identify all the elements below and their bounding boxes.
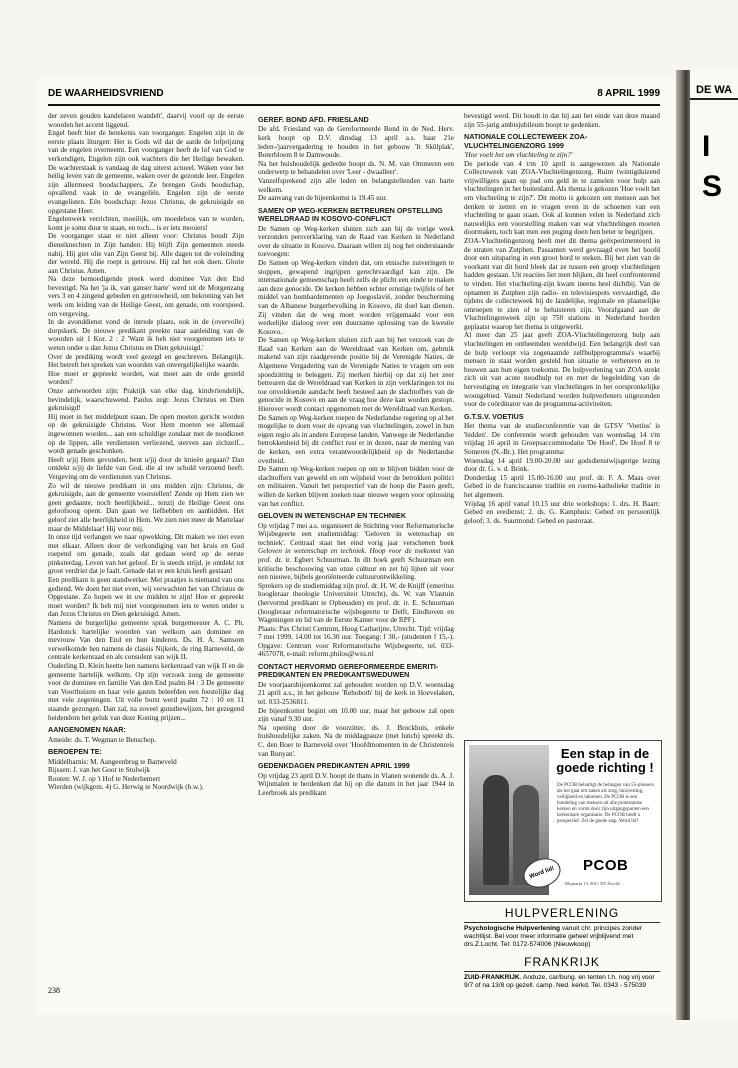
pcob-advertisement	[464, 740, 662, 902]
heading-samen-op-weg: SAMEN OP WEG-KERKEN BETREUREN OPSTELLING WERELDRAAD IN KOSOVO-CONFLICT	[258, 205, 443, 224]
gedenkdagen-text: Op vrijdag 23 april D.V. hoopt de thans in Vianen wonende ds. A. J. Wijnmalen te herdenken dat hij op die datum in het jaar 1944 in Leerbroek als predikant	[258, 771, 456, 797]
zoa-text: De periode van 4 t/m 10 april is aangewezen als Nationale Collecteweek van ZOA-Vluchtelingenzorg. Ruim twintigduizend vrijwilligers gaan op pad om geld in te zamelen voor hulp aan vluchtelingen in het buitenland. Als thema is gekozen 'Hoe voelt het om vluchteling te zijn?'. Dit motto is gekozen om mensen aan het denken te zetten en te vragen even in de schoenen van een vluchteling te gaan staan. Ook al kunnen velen in Nederland zich nauwelijks een voorstelling maken van wat vluchtelingen moeten doormaken, toch kan men een poging doen hen beter te begrijpen. ZOA-Vluchtelingenzorg heeft met dit thema geëxperimenteerd in de straten van Zutphen. Passanten werd gevraagd even het hoofd door een uitsparing in een groot bord te steken. Bij het zien van de voorkant van dit bord bleek dat ze tussen een groep vluchtelingen hadden gestaan. Uit reacties liet men blijken, dit heel confronterend te vinden. Het vluchteling-zijn kwam ineens heel dichtbij. Van de opnamen in Zutphen zijn radio- en televisiespots vervaardigd, die tijdens de collecteweek bij de landelijke, regionale en plaatselijke omroepen te zien of te beluisteren zijn. Voorafgaand aan de Vluchtelingenweek zijn op 750 stations in Nederland borden geplaatst waarop het thema is uitgewerkt. Al meer dan 25 jaar geeft ZOA-Vluchtelingenzorg hulp aan vluchtelingen en ontheemden wereldwijd. Een belangrijk deel van de hulp verloopt via zogenaamde zelfhulpprogramma's waarbij mensen in staat worden gesteld hun situatie te verbeteren en te bouwen aan hun eigen toekomst. De hulpverlening van ZOA strekt zich uit van acute noodhulp tot en met de begeleiding van de hervestiging en integratie van vluchtelingen in het oorspronkelijke woongebied. Vanuit Nederland worden hulpverleners uitgezonden voor de coördinator van de programma-activiteiten.	[464, 159, 660, 409]
adjacent-page	[690, 70, 738, 1020]
header-rule	[48, 104, 660, 106]
heading-gedenkdagen: GEDENKDAGEN PREDIKANTEN APRIL 1999	[258, 761, 410, 771]
heading-voetius: G.T.S.V. VOETIUS	[464, 411, 524, 421]
hulpverlening-title: HULPVERLENING	[504, 906, 620, 920]
gedenkdagen-continued: bevestigd werd. Dit houdt in dat hij aan het einde van deze maand zijn 55-jarig ambtsjubileum hoopt te gedenken.	[464, 112, 662, 129]
page-number: 238	[48, 986, 60, 995]
hulpverlening-text: Psychologische Hulpverlening vanuit chr. principes zonder wachtlijst. Bel voor meer informatie geheel vrijblijvend met drs.Z.Locht. Tel: 0172-574006 (Nieuwkoop)	[464, 925, 643, 948]
geref-bond-text: De afd. Friesland van de Gereformeerde Bond in de Ned. Herv. kerk hoopt op D.V. dinsdag 13 april a.s. haar 21e leden-/jaarvergadering te houden in het gebouw 'It Skûlplak', Boterbloem 8 te Damwoude. Na het huishoudelijk gedeelte hoopt ds. N. M. van Ommeren een onderwerp te behandelen over 'Leer - dwaalleer'. Vanzelfsprekend zijn alle leden en belangstellenden van harte welkom. De aanvang van de bijeenkomst is 19.45 uur.	[258, 125, 454, 203]
column-2	[258, 112, 454, 797]
column-1	[48, 112, 244, 792]
geloven-text: Op vrijdag 7 mei a.s. organiseert de Stichting voor Reformatorische Wijsbegeerte een studiemiddag: 'Geloven in wetenschap en techniek'. Centraal staat het eind vorig jaar verschenen boek Geloven in wetenschap en techniek. Hoop voor de toekomst van prof. dr. ir. Egbert Schuurman. In dit boek geeft Schuurman een kritische beschouwing van onze cultuur en zet hij lijnen uit voor een nieuwe, bijbels georiënteerde cultuurontwikkeling. Sprekers op de studiemiddag zijn prof. dr. H. W. de Knijff (emeritus hoogleraar theologie Universiteit Utrecht), ds. W. van Vlastuin (hervormd predikant te Opheusden) en prof. dr. ir. E. Schuurman (hoogleraar reformatorische wijsbegeerte te Delft, Eindhoven en Wageningen en lid van de Eerste Kamer voor de RPF). Plaats: Pax Christi Centrum, Hoog Catharijne, Utrecht. Tijd: vrijdag 7 mei 1999, 14.00 tot 16.30 uur. Toegang: f 30,- (studenten f 15,-). Opgave: Centrum voor Reformatorische Wijsbegeerte, tel. 033-4657078, e-mail: reform.philos@wxs.nl	[258, 521, 456, 659]
pcob-logo: PCOB	[583, 857, 629, 874]
column-3	[464, 112, 660, 525]
ad-address: Blijmarkt 13, 8011 NE Zwolle	[565, 881, 620, 886]
page-header	[48, 88, 660, 104]
frankrijk-title: FRANKRIJK	[524, 955, 600, 969]
heading-geref-bond: GEREF. BOND AFD. FRIESLAND	[258, 115, 369, 124]
frankrijk-text: ZUID-FRANKRIJK. Anduze, car/bung. en tenten t.h. nog vrij voor 9/7 of na 13/8 op gezell. camp. Ned. kerkd. Tel. 0343 - 575039	[464, 974, 655, 989]
publication-title: DE WAARHEIDSVRIEND	[48, 88, 164, 99]
adjacent-header-rule	[690, 98, 738, 100]
heading-contact-emeriti: CONTACT HERVORMD GEREFORMEERDE EMERITI-PREDIKANTEN EN PREDIKANTSWEDUWEN	[258, 662, 439, 680]
heading-geloven: GELOVEN IN WETENSCHAP EN TECHNIEK	[258, 511, 407, 521]
zoa-subtitle: 'Hoe voelt het om vluchteling te zijn?'	[464, 151, 573, 159]
heading-beroepen: BEROEPEN TE:	[48, 747, 102, 757]
issue-date: 8 APRIL 1999	[597, 88, 660, 99]
hulpverlening-rule	[464, 922, 660, 923]
ad-person	[483, 775, 509, 885]
ad-title: Een stap in de goede richting !	[556, 746, 654, 775]
voetius-text: Het thema van de studieconferentie van de GTSV 'Voetius' is 'bidden'. De conferentie wordt gehouden van woensdag 14 t/m vrijdag 16 april in Groepsaccommodatie 'De Hoof', De Hoof 8 te Someren (N.-Br.). Het programma: Woensdag 14 april 19.00-20.00 uur godsdienstwijsgerige lezing door dr. G. v. d. Brink. Donderdag 15 april 15.00-16.00 uur prof. dr. F. A. Maas over Gebed in de franciscaanse traditie en rooms-katholieke traditie in het algemeen. Vrijdag 16 april vanaf 10.15 uur drie workshops: 1. drs. H. Baart: Gebed en eredienst; 2. ds. G. Kamphuis: Gebed en persoonlijk geloof; 3. ds. Suurmond: Gebed en pastoraat.	[464, 422, 660, 525]
ad-body: De PCOB behartigt de belangen van 55-plussers als het gaat om zaken als zorg, huisvesting, veiligheid en inkomen. De PCOB is een bundeling van mensen uit alle protestantse kerken en vormt door zijn uitgangspunten een herkenbare organisatie. De PCOB biedt u perspectief. Zet de goede stap. Word lid!	[557, 783, 654, 824]
contact-emeriti-text: De voorjaarsbijeenkomst zal gehouden worden op D.V. woensdag 21 april a.s., in het gebouw 'Rehoboth' bij de kerk in Hoevelaken, tel. 033-2536811. De bijeenkomst begint om 10.00 uur, maar het gebouw zal open zijn vanaf 9.30 uur. Na opening door de voorzitter, ds. J. Brockhuis, enkele huishoudelijke zaken. Na de middagpauze (met lunch) spreekt ds. C. den Boer te Barneveld over 'Hoofdmomenten in de Christenreis van Bunyan'.	[258, 680, 454, 758]
samen-op-weg-text: De Samen op Weg-kerken sluiten zich aan bij de vorige week verzonden persverklaring van de Raad van Kerken in Nederland over de situatie in Kosovo. Daaraan willen zij nog het onderstaande toevoegen: De Samen op Weg-kerken vinden dat, om etnische zuiveringen te stoppen, gewapend ingrijpen gerechtvaardigd kan zijn. De internationale gemeenschap heeft zelfs de plicht een einde te maken aan deze genocide. De kerken hebben echter ernstige twijfels of het middel van bombardementen op Joegoslavië, zonder bescherming van de Albanese burgerbevolking in Kosovo, dit doel kan dienen. Zij vinden dat de weg moet worden vrijgemaakt voor een werkelijke dialoog over een duurzame oplossing van de kwestie Kosovo. De Samen op Weg-kerken sluiten zich aan bij het verzoek van de Raad van Kerken aan de Wereldraad van Kerken om, gebruik makend van zijn raadgevende positie bij de Verenigde Naties, de Algemene Vergadering van de Verenigde Naties te vragen om een spoedzitting te beleggen. Zij merken hierbij op dat zij het zeer betreuren dat de Wereldraad van Kerken in zijn verklaringen tot nu toe onvoldoende aandacht heeft besteed aan de slachtoffers van de genocide in Kosovo en aan de vraag hoe deze kan worden gestopt. Hierover wordt contact opgenomen met de Wereldraad van Kerken. De Samen op Weg-kerken roepen de Nederlandse regering op al het mogelijke te doen voor de opvang van vluchtelingen, zowel in hun eigen regio als in andere Europese landen. Vanwege de Nederlandse betrokkenheid bij dit conflict rust er in dezen, naar de mening van de kerken, een extra verantwoordelijkheid op de Nederlandse overheid. De Samen op Weg-kerken roepen op om te blijven bidden voor de slachtoffers van geweld en om wijsheid voor de betrokken politici en militairen. Vanuit het perspectief van de hoop die Pasen geeft, willen de kerken blijven zoeken naar nieuwe wegen voor oplossing van het conflict.	[258, 224, 454, 508]
adjacent-heading-letter: S	[702, 170, 723, 203]
aangenomen-text: Ameide: ds. T. Wegman te Benschop.	[48, 735, 157, 744]
adjacent-page-header: DE WA	[696, 84, 733, 96]
book-gutter	[676, 70, 690, 1020]
frankrijk-rule	[464, 971, 660, 972]
ad-badge: Word lid!	[519, 853, 564, 892]
adjacent-heading-letter: I	[702, 130, 711, 163]
heading-zoa: NATIONALE COLLECTEWEEK ZOA-VLUCHTELINGENZORG 1999	[464, 132, 588, 150]
heading-aangenomen: AANGENOMEN NAAR:	[48, 725, 126, 735]
sermon-report: der zeven gouden kandelaren wandelt', daarvij voorl op de eerste woorden het accent liggend. Engel heeft hier de betekenis van voorganger. Engelen zijn in de eerste plaats liturgen: Het is Gods wil dat de aarde de lofprijzing van de engelen overneemt. Een voorganger heeft de lof van God te verkondigen, Engelen zijn ook wachters die het Heilige bewaken. De wachterstaak is vandaag de dag uiterst actueel. Waken voor het heilig leven van de gemeente, waken over de gezonde leer. Engelen zijn allermeest boodschappers, Ze brengen Gods boodschap, opvallend vaak in de evangeliën. Engelen zijn de eerste evangelisten. Eén boodschap: Jezus Christus, de gekruisigde en opgestane Heer. Engelenwerk verrichten, moeilijk, om moedeloos van te worden, komt je soms duur te staan, en toch... is er iets mooiers! De voorganger staat er niet alleen voor: Christus houdt Zijn dienstknechten in Zijn handen: Hij blijft Zijn gemeenten steeds nabij. Hij giet olie van Zijn Geest bij. Alle dagen tot de voleinding der wereld. Hij die roept is getrouw. Hij zal het ook doen. Glorie aan Christus. Amen. Na deze bemoedigende preek werd dominee Van den End bevestigd. Na het 'ja ik, van ganser harte' werd uit de Morgenzang vers 3 en 4 zingend gebeden en getrouwheid, om bekroning van het werk om leiding van de Heilige Geest, om genade, om voorspoed, om vergeving. In de avonddienst vond de intrede plaats, ook in de (overvolle) dorpskerk. De nieuwe predikant preekte naar aanleiding van de woorden uit 1 Kor. 2 : 2 'Want ik heb niet voorgenomen iets te weten onder u dan Jezus Christus en Dien gekruisigd.' Over de prediking wordt veel gezegd en geschreven. Belangrijk. Het betreft het spreken van woorden van onvergelijkelijke waarde. Hoe moet er gepreekt worden, wat moet aan de orde gesteld worden? Onze antwoorden zijn: Praktijk van elke dag, kindvriendelijk, bevindelijk, waarschuwend. Paulus zegt: Jezus Christus en Dien gekruisigd! Hij moet in het middelpunt staan. De open moeten gericht worden op de gekruisigde Christus. Voor Hem moeten we allemaal ingewonnen worden... aan een schuldige zondaar met de noodkreet op de lippen, alle verdiensten verliezend, sterven aan zichzelf... wordt genade geschonken. Heeft u/jij Hem gevonden, bent u/jij door de knieën gegaan? Dan ontdekt u/jij de liefde van God, die al uw schuld verzoend heeft. Vergeving om de verdiensten van Christus. Zo wil de nieuwe predikant in ons midden zijn: Christus, de gekruisigde, aan de gemeente voorstellen! Zende op Hem zien we geen gedaante, noch heerlijkheid... tenzij de Heilige Geest ons geloofsoog opent. Dan gaan we liefhebben en aanbidden. Het geloof ziet alle heerlijkheid in Hem. We zien niet meer de Martelaar maar de Middelaar! Hij voor mij. In onze tijd verlangen we naar opwekking. Dit maken we niet even met elkaar. Alleen door de verkondiging van het kruis en God roepend om genade, zoals dat gedaan werd op de eerste pinksterdag. Leven van het geloof. Er is steeds strijd, je ontdekt tot groot verdriet dat je faalt. Genade dat er een kruis heeft gestaan! Een predikant is geen standwerker. Met praatjes is niemand van ons gediend. We doen het niet even, wij verwachten het van Christus de Opgestane. Zo hopen we in uw midden te zijn! Hoe er gepreekt moet worden? Ik heb mij niet voorgenomen iets te weten onder u dan Jezus Christus en Dien gekruisigd. Amen. Namens de burgerlijke gemeente sprak burgemeester A. C. Ph. Hardonck hartelijke woorden van welkom aan dominee en mevrouw Van den End en hun kinderen. Ds. H. A. Samsom verwelkomde hen namens de classis Nijkerk, de ring Barneveld, de centrale kerkenraad en als consulent van wijk II. Ouderling D. Klein heette hen namens kerkenraad van wijk II en de gemeente hartelijk welkom. Op zijn verzoek zong de gemeente voor de dominee en familie Van den End psalm 84 : 3 De gemeente van Voorthuizen en haar vele gasten beleefden een feestelijke dag met vele zegeningen. Uit volle borst werd psalm 72 : 10 en 11 staande gezongen. Dan zal, na zoveel gunstbewijzen, het gezegend heidendom het geluk van deze Koning prijzen...	[48, 112, 244, 722]
beroepen-text: Middelharnis: M. Aangeenbrug te Barneveld Rijssen: J. van het Goor te Stolwijk Routen: W. J. op 't Hof te Nederhemert Wierden (wijkgem. 4) G. Herwig te Noordwijk (b.w.).	[48, 757, 204, 792]
